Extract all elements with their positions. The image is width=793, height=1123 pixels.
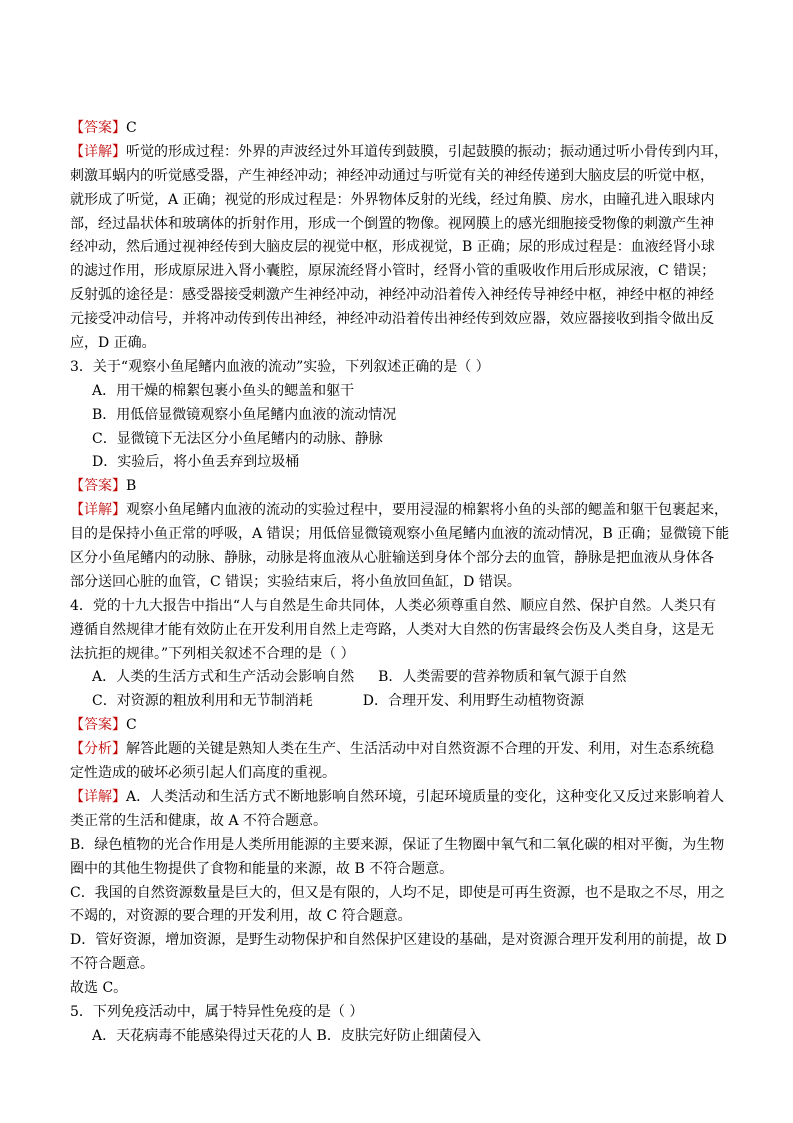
paragraph-line [70, 332, 730, 356]
paragraph-text: C [126, 717, 137, 734]
paragraph-line [70, 834, 730, 858]
paragraph-line [70, 858, 730, 882]
option-text: C．对资源的粗放利用和无节制消耗 [92, 693, 313, 710]
paragraph-text: 的滤过作用，形成原尿进入肾小囊腔，原尿流经肾小管时，经肾小管的重吸收作用后形成尿液，C 错误； [70, 263, 716, 280]
paragraph-text: C．我国的自然资源数量是巨大的，但又是有限的，人均不足，即使是可再生资源，也不是取之不尽，用之 [70, 884, 725, 901]
paragraph-line [70, 714, 730, 738]
option-text: D．实验后，将小鱼丢弃到垃圾桶 [92, 454, 300, 471]
option-line [70, 451, 730, 475]
option-line [70, 404, 730, 428]
paragraph-line [70, 882, 730, 906]
paragraph-line [70, 475, 730, 499]
paragraph-line [70, 117, 730, 141]
paragraph-line [70, 810, 730, 834]
question-line [70, 595, 730, 619]
paragraph-line [70, 236, 730, 260]
option-text: A．人类的生活方式和生产活动会影响自然 [92, 669, 355, 686]
paragraph-text: D．管好资源，增加资源，是野生动物保护和自然保护区建设的基础，是对资源合理开发利用的前提，故 D [70, 932, 727, 949]
paragraph-text: 经冲动，然后通过视神经传到大脑皮层的视觉中枢，形成视觉，B 正确；尿的形成过程是：血液经肾小球 [70, 239, 715, 256]
document-page [70, 117, 730, 1049]
option-line [70, 428, 730, 452]
paragraph-text: 就形成了听觉，A 正确；视觉的形成过程是：外界物体反射的光线，经过角膜、房水，由瞳孔进入眼球内 [70, 191, 715, 208]
option-text: A．用干燥的棉絮包裹小鱼头的鳃盖和躯干 [92, 382, 355, 399]
section-tag: 【分析】 [70, 741, 126, 758]
paragraph-text: 观察小鱼尾鳍内血液的流动的实验过程中，要用浸湿的棉絮将小鱼的头部的鳃盖和躯干包裹起来， [126, 502, 728, 519]
paragraph-text: 区分小鱼尾鳍内的动脉、静脉，动脉是将血液从心脏输送到身体个部分去的血管，静脉是把血液从身体各 [70, 550, 714, 567]
option-text: B．人类需要的营养物质和氧气源于自然 [378, 669, 627, 686]
paragraph-text: 目的是保持小鱼正常的呼吸，A 错误；用低倍显微镜观察小鱼尾鳍内血液的流动情况，B 正确；显微镜下能 [70, 526, 730, 543]
paragraph-line [70, 905, 730, 929]
paragraph-line [70, 762, 730, 786]
paragraph-text: A．人类活动和生活方式不断地影响自然环境，引起环境质量的变化，这种变化又反过来影响着人 [126, 788, 725, 805]
paragraph-line [70, 547, 730, 571]
paragraph-text: 解答此题的关键是熟知人类在生产、生活活动中对自然资源不合理的开发、利用，对生态系统稳 [126, 741, 714, 758]
question-line [70, 619, 730, 643]
paragraph-line [70, 523, 730, 547]
paragraph-text: B．绿色植物的光合作用是人类所用能源的主要来源，保证了生物圈中氧气和二氧化碳的相对平衡，为生物 [70, 836, 725, 853]
paragraph-line [70, 786, 730, 810]
paragraph-line [70, 189, 730, 213]
section-tag: 【详解】 [70, 502, 126, 519]
question-text: 法抗拒的规律。”下列相关叙述不合理的是（ ） [70, 645, 355, 662]
section-tag: 【详解】 [70, 788, 126, 805]
option-text: D．合理开发、利用野生动植物资源 [362, 693, 584, 710]
paragraph-line [70, 308, 730, 332]
paragraph-line [70, 141, 730, 165]
option-text: C．显微镜下无法区分小鱼尾鳍内的动脉、静脉 [92, 430, 383, 447]
paragraph-text: 反射弧的途径是：感受器接受刺激产生神经冲动，神经冲动沿着传入神经传导神经中枢，神经中枢的神经 [70, 287, 714, 304]
option-row [70, 666, 730, 690]
option-text: B．用低倍显微镜观察小鱼尾鳍内血液的流动情况 [92, 406, 397, 423]
paragraph-line [70, 213, 730, 237]
question-line [70, 1001, 730, 1025]
paragraph-text: B [126, 478, 137, 495]
option-row [70, 690, 730, 714]
paragraph-line [70, 499, 730, 523]
option-line [70, 380, 730, 404]
paragraph-text: 应，D 正确。 [70, 335, 156, 352]
paragraph-line [70, 977, 730, 1001]
section-tag: 【答案】 [70, 120, 126, 136]
paragraph-line [70, 738, 730, 762]
paragraph-line [70, 953, 730, 977]
section-tag: 【答案】 [70, 717, 126, 734]
question-line [70, 356, 730, 380]
paragraph-text: 听觉的形成过程：外界的声波经过外耳道传到鼓膜，引起鼓膜的振动；振动通过听小骨传到内耳， [126, 143, 728, 160]
question-text: 5．下列免疫活动中，属于特异性免疫的是（ ） [70, 1003, 364, 1020]
paragraph-text: C [126, 120, 137, 136]
section-tag: 【详解】 [70, 143, 126, 160]
paragraph-text: 故选 C。 [70, 980, 128, 997]
paragraph-text: 刺激耳蜗内的听觉感受器，产生神经冲动；神经冲动通过与听觉有关的神经传递到大脑皮层的听觉中枢， [70, 167, 714, 184]
paragraph-text: 圈中的其他生物提供了食物和能量的来源，故 B 不符合题意。 [70, 860, 454, 877]
paragraph-text: 不竭的，对资源的要合理的开发利用，故 C 符合题意。 [70, 908, 412, 925]
paragraph-line [70, 165, 730, 189]
paragraph-text: 定性造成的破坏必须引起人们高度的重视。 [70, 765, 336, 782]
paragraph-text: 部，经过晶状体和玻璃体的折射作用，形成一个倒置的物像。视网膜上的感光细胞接受物像的刺激产生神 [70, 215, 714, 232]
paragraph-text: 不符合题意。 [70, 956, 154, 973]
section-tag: 【答案】 [70, 478, 126, 495]
paragraph-line [70, 571, 730, 595]
paragraph-text: 类正常的生活和健康，故 A 不符合题意。 [70, 812, 328, 829]
question-text: 遵循自然规律才能有效防止在开发利用自然上走弯路，人类对大自然的伤害最终会伤及人类自身，这是无 [70, 621, 714, 638]
question-text: 3．关于“观察小鱼尾鳍内血液的流动”实验，下列叙述正确的是（ ） [70, 358, 490, 375]
paragraph-line [70, 284, 730, 308]
paragraph-line [70, 929, 730, 953]
option-line [70, 1025, 730, 1049]
paragraph-line [70, 260, 730, 284]
paragraph-text: 元接受冲动信号，并将冲动传到传出神经，神经冲动沿着传出神经传到效应器，效应器接收到指令做出反 [70, 311, 714, 328]
paragraph-text: 部分送回心脏的血管，C 错误；实验结束后，将小鱼放回鱼缸，D 错误。 [70, 573, 521, 590]
question-text: 4．党的十九大报告中指出“人与自然是生命共同体，人类必须尊重自然、顺应自然、保护自然。人类只有 [70, 597, 717, 614]
option-text: A．天花病毒不能感染得过天花的人 B．皮肤完好防止细菌侵入 [92, 1027, 481, 1044]
question-line [70, 643, 730, 667]
